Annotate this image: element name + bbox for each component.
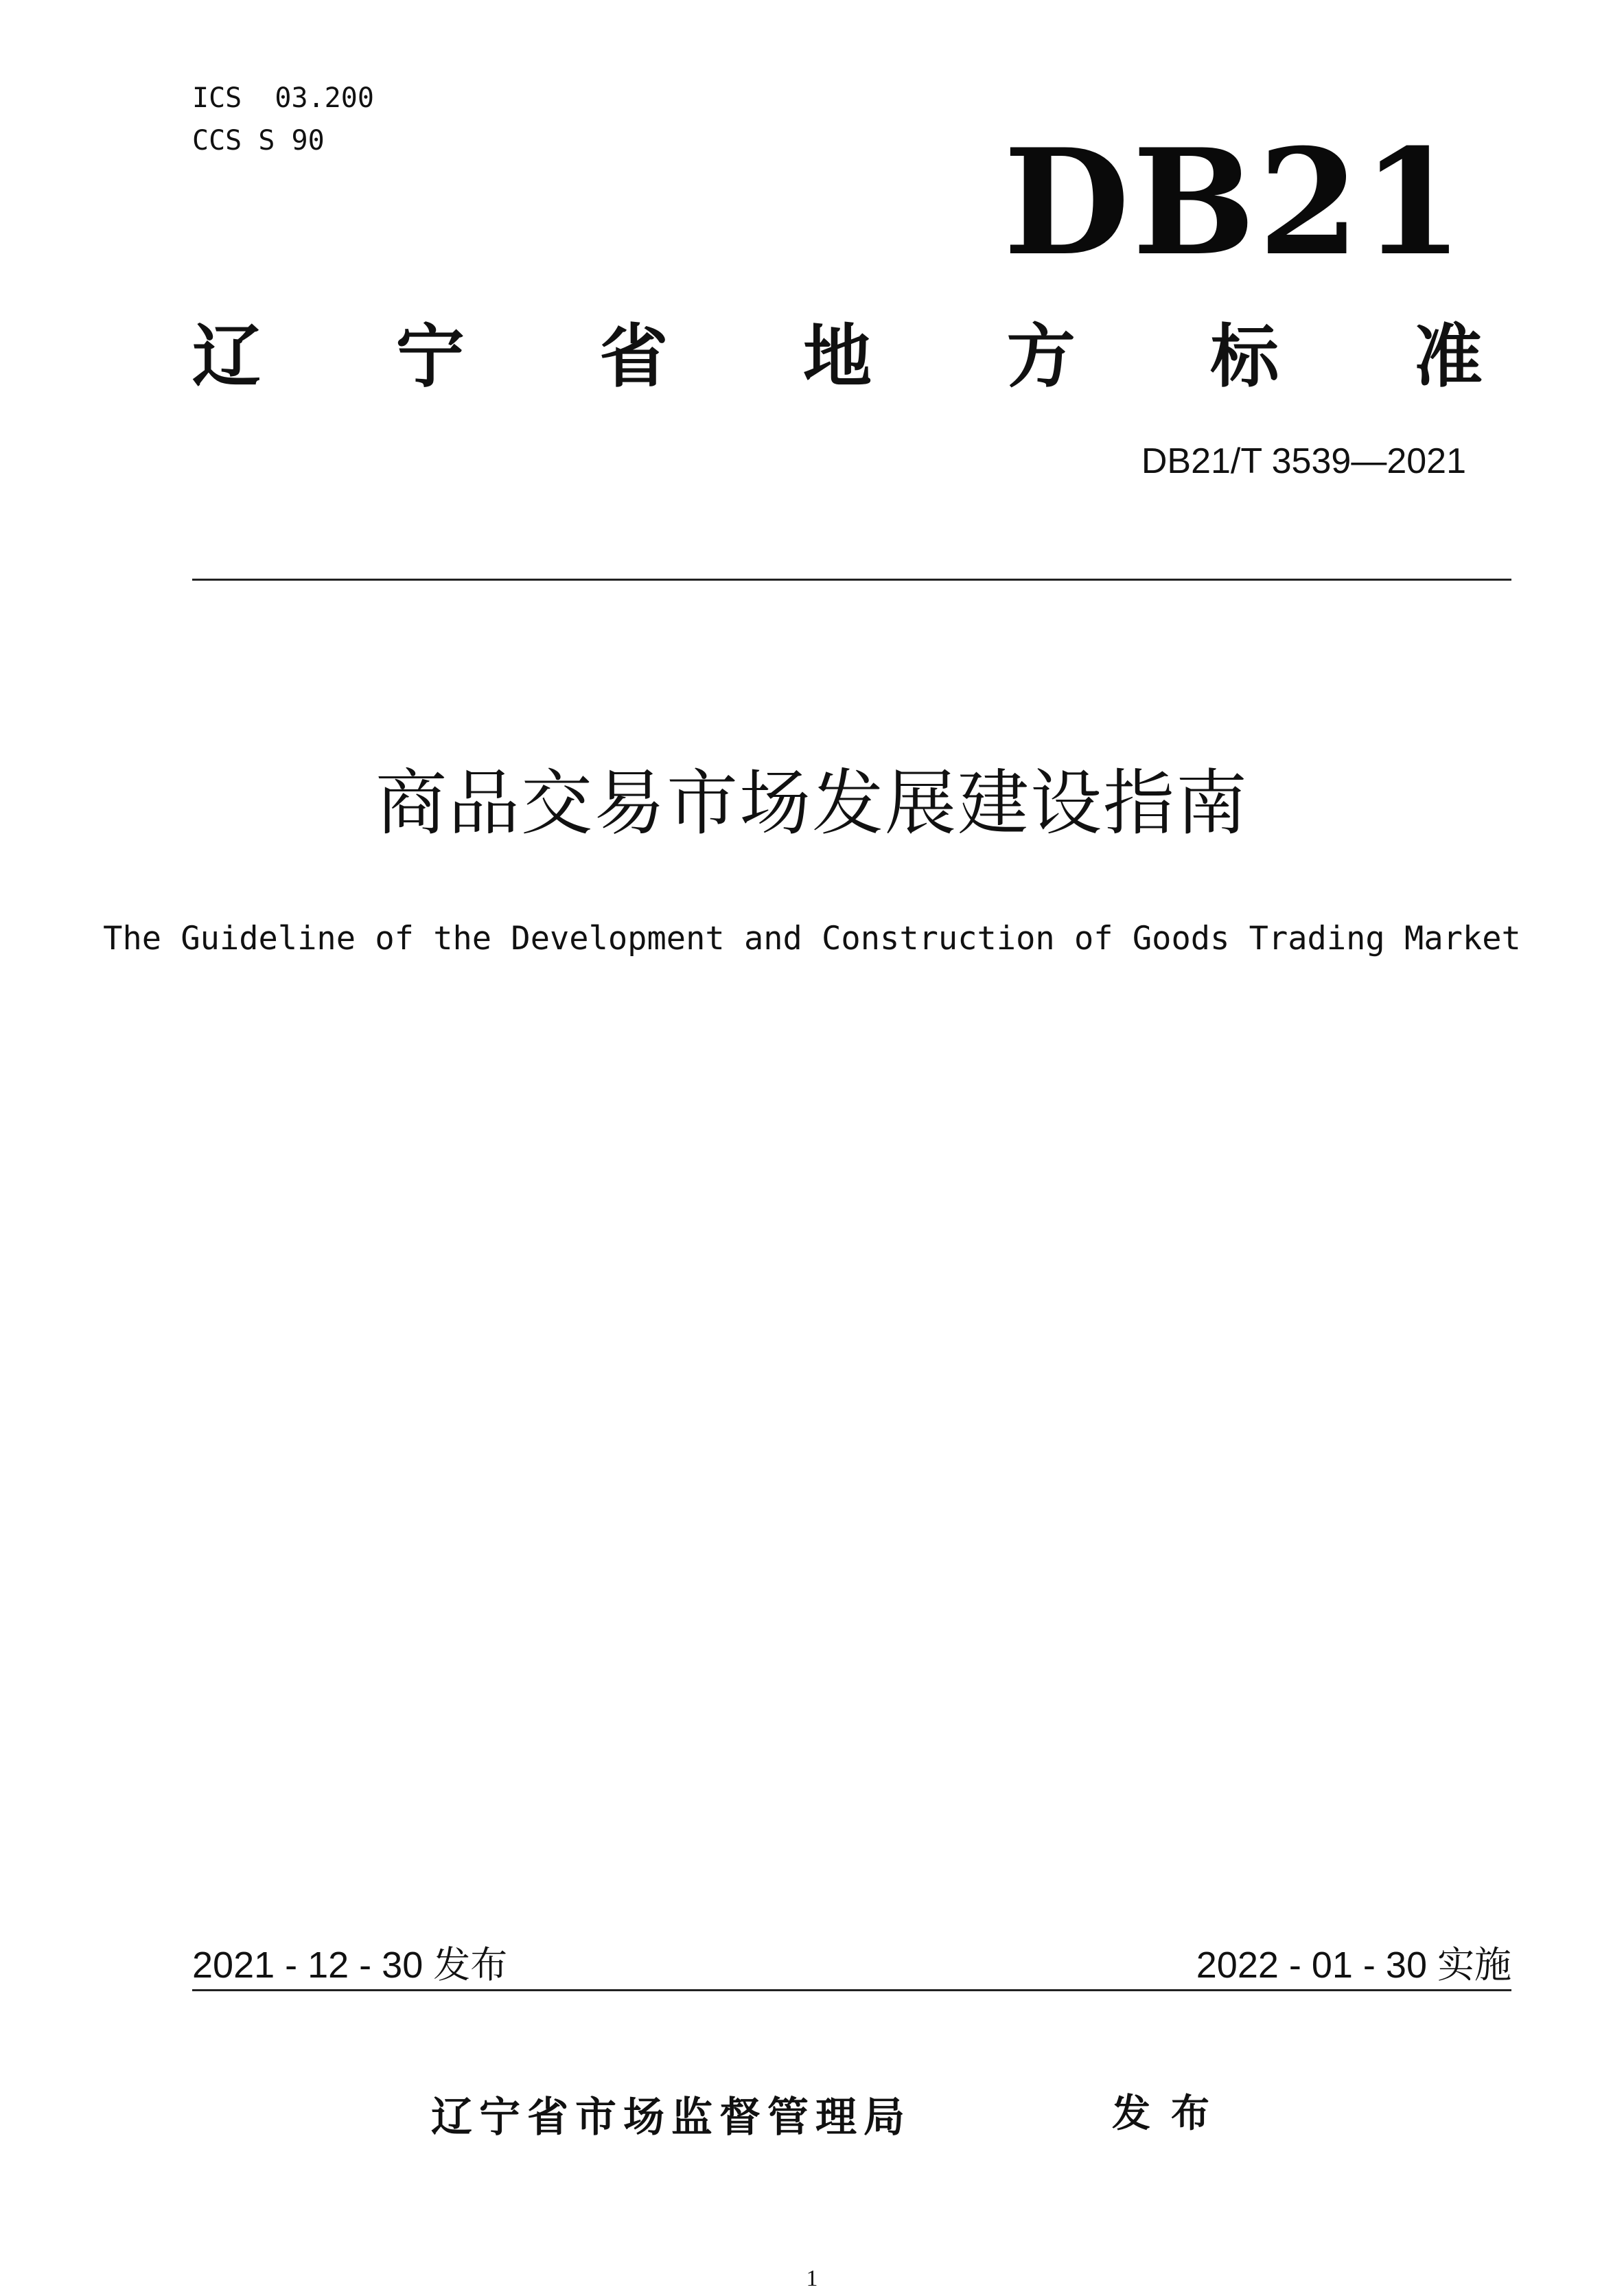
issue-date: 2021 - 12 - 30 发布 [192, 1945, 508, 1986]
standard-type-char: 省 [599, 316, 669, 397]
bottom-divider [192, 1989, 1511, 1991]
standard-type-char: 地 [802, 316, 872, 397]
implementation-date: 2022 - 01 - 30 实施 [1196, 1945, 1511, 1986]
ics-code: ICS 03.200 [192, 82, 374, 114]
standard-type-char: 辽 [192, 316, 261, 397]
standard-number: DB21/T 3539—2021 [1141, 441, 1466, 481]
standard-type-heading [192, 312, 1483, 402]
publisher-name: 辽宁省市场监督管理局 [431, 2094, 912, 2142]
ccs-code: CCS S 90 [192, 125, 325, 156]
document-title-en: The Guideline of the Development and Construction of Goods Trading Market [103, 920, 1521, 958]
top-divider [192, 579, 1511, 581]
standard-type-char: 方 [1006, 316, 1076, 397]
publisher-action: 发布 [1112, 2091, 1230, 2136]
standard-type-char: 标 [1210, 316, 1279, 397]
page-number: 1 [806, 2266, 818, 2291]
document-title-zh: 商品交易市场发展建设指南 [375, 761, 1249, 845]
standard-type-char: 准 [1413, 316, 1483, 397]
standard-type-char: 宁 [395, 316, 465, 397]
standard-mark: DB21 [1003, 117, 1466, 288]
